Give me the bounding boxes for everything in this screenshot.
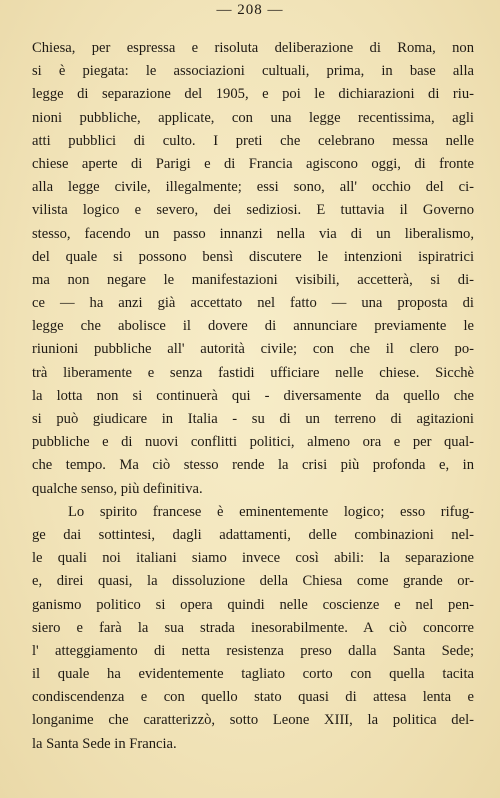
text-line: condiscendenza e con quello stato quasi di attesa lenta e (32, 689, 474, 706)
text-line: le quali noi italiani siamo invece così abili: la separazione (32, 550, 474, 567)
text-line: siero e farà la sua strada inesorabilmente. A ciò concorre (32, 619, 474, 636)
text-line: ge dai sottintesi, dagli adattamenti, delle combinazioni nel- (32, 526, 474, 543)
paragraph (32, 501, 474, 756)
text-line: Chiesa, per espressa e risoluta deliberazione di Roma, non (32, 40, 474, 56)
text-line: stesso, facendo un passo innanzi nella via di un liberalismo, (32, 225, 474, 242)
text-line: ma non negare le manifestazioni visibili, accetterà, si di- (32, 271, 474, 288)
paragraph (32, 37, 474, 501)
text-line: longanime che caratterizzò, sotto Leone XIII, la politica del- (32, 712, 474, 729)
text-line: la Santa Sede in Francia. (32, 735, 177, 752)
text-line: la lotta non si continuerà qui - diversamente da quello che (32, 387, 474, 404)
text-line: alla legge civile, illegalmente; essi sono, all' occhio del ci- (32, 179, 474, 196)
page-number: — 208 — (216, 2, 284, 18)
text-line: l' atteggiamento di netta resistenza preso dalla Santa Sede; (32, 642, 474, 659)
text-line: e, direi quasi, la dissoluzione della Chiesa come grande or- (32, 573, 474, 590)
text-line: ce — ha anzi già accettato nel fatto — una proposta di (32, 295, 474, 312)
text-line: Lo spirito francese è eminentemente logico; esso rifug- (68, 503, 474, 520)
text-line: nioni pubbliche, applicate, con una legge recentissima, agli (32, 109, 474, 126)
text-line: vilista logico e severo, dei sediziosi. E tuttavia il Governo (32, 202, 474, 219)
text-line: il quale ha evidentemente tagliato corto con quella tacita (32, 666, 474, 683)
text-line: riunioni pubbliche all' autorità civile; con che il clero po- (32, 341, 474, 358)
text-line: qualche senso, più definitiva. (32, 480, 203, 497)
body-text (32, 37, 474, 756)
text-line: si può giudicare in Italia - su di un terreno di agitazioni (32, 411, 474, 427)
text-line: legge che abolisce il dovere di annunciare previamente le (32, 318, 474, 335)
text-line: che tempo. Ma ciò stesso rende la crisi più profonda e, in (32, 457, 474, 474)
text-line: trà liberamente e senza fastidi ufficiare nelle chiese. Sicchè (32, 364, 474, 381)
text-line: ganismo politico si opera quindi nelle coscienze e nel pen- (32, 596, 474, 613)
text-line: legge di separazione del 1905, e poi le dichiarazioni di riu- (32, 86, 474, 103)
text-line: del quale si possono bensì discutere le intenzioni ispiratrici (32, 248, 474, 265)
text-line: pubbliche e di nuovi conflitti politici, almeno ora e per qual- (32, 434, 474, 451)
text-line: atti pubblici di culto. I preti che celebrano messa nelle (32, 132, 474, 149)
text-line: chiese aperte di Parigi e di Francia agiscono oggi, di fronte (32, 155, 474, 172)
text-line: si è piegata: le associazioni cultuali, prima, in base alla (32, 63, 474, 80)
